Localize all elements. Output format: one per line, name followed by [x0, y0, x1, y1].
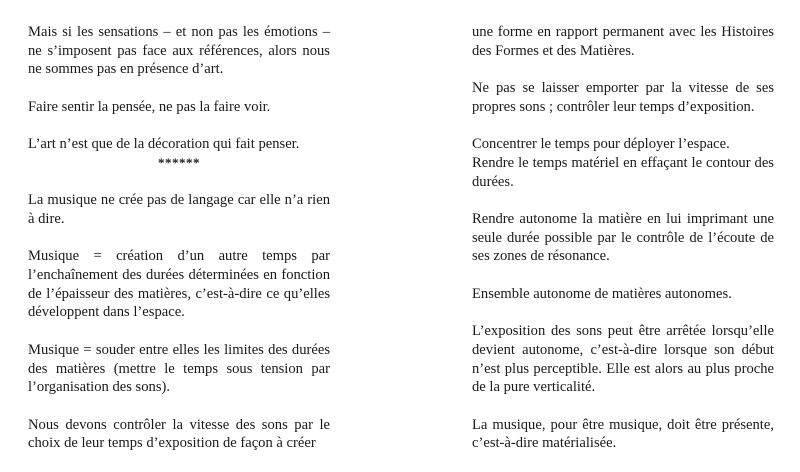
- paragraph-sensations: Mais si les sensations – et non pas les émotions – ne s’imposent pas face aux références, alors nous ne sommes pas en présence d’art.: [28, 24, 330, 78]
- paragraph-ne-pas-emporter: Ne pas se laisser emporter par la vitesse de ses propres sons ; contrôler leur temps d’exposition.: [472, 80, 774, 115]
- paragraph-musique-souder: Musique = souder entre elles les limites des durées des matières (mettre le temps sous tension par l’organisation des sons).: [28, 341, 330, 396]
- paragraph-musique-creation: Musique = création d’un autre temps par l’enchaînement des durées déterminées en fonction de l’épaisseur des matières, c’est-à-dire ce qu’elles développent dans l’espace.: [28, 248, 330, 321]
- paragraph-forme-rapport: une forme en rapport permanent avec les Histoires des Formes et des Matières.: [472, 24, 774, 59]
- paragraph-art-decoration: L’art n’est que de la décoration qui fait penser.: [28, 136, 300, 153]
- paragraph-musique-langage: La musique ne crée pas de langage car elle n’a rien à dire.: [28, 192, 330, 227]
- paragraph-rendre-autonome: Rendre autonome la matière en lui imprimant une seule durée possible par le contrôle de l’écoute de ses zones de résonance.: [472, 210, 774, 265]
- left-page-column: [28, 23, 330, 472]
- right-page-column: [472, 23, 774, 472]
- paragraph-exposition-sons: L’exposition des sons peut être arrêtée lorsqu’elle devient autonome, c’est-à-dire lorsque son début n’est plus perceptible. Elle est alors au plus proche de la pure verticalité.: [472, 323, 774, 396]
- paragraph-concentrer-temps: Concentrer le temps pour déployer l’espace.: [472, 136, 730, 153]
- paragraph-rendre-temps: Rendre le temps matériel en effaçant le contour des durées.: [472, 154, 774, 190]
- paragraph-ensemble-autonome: Ensemble autonome de matières autonomes.: [472, 285, 732, 302]
- paragraph-controler-vitesse: Nous devons contrôler la vitesse des sons par le choix de leur temps d’exposition de façon à créer: [28, 416, 330, 452]
- paragraph-musique-presente: La musique, pour être musique, doit être présente, c’est-à-dire matérialisée.: [472, 416, 774, 452]
- section-separator: ******: [158, 154, 200, 170]
- paragraph-faire-sentir: Faire sentir la pensée, ne pas la faire voir.: [28, 98, 271, 115]
